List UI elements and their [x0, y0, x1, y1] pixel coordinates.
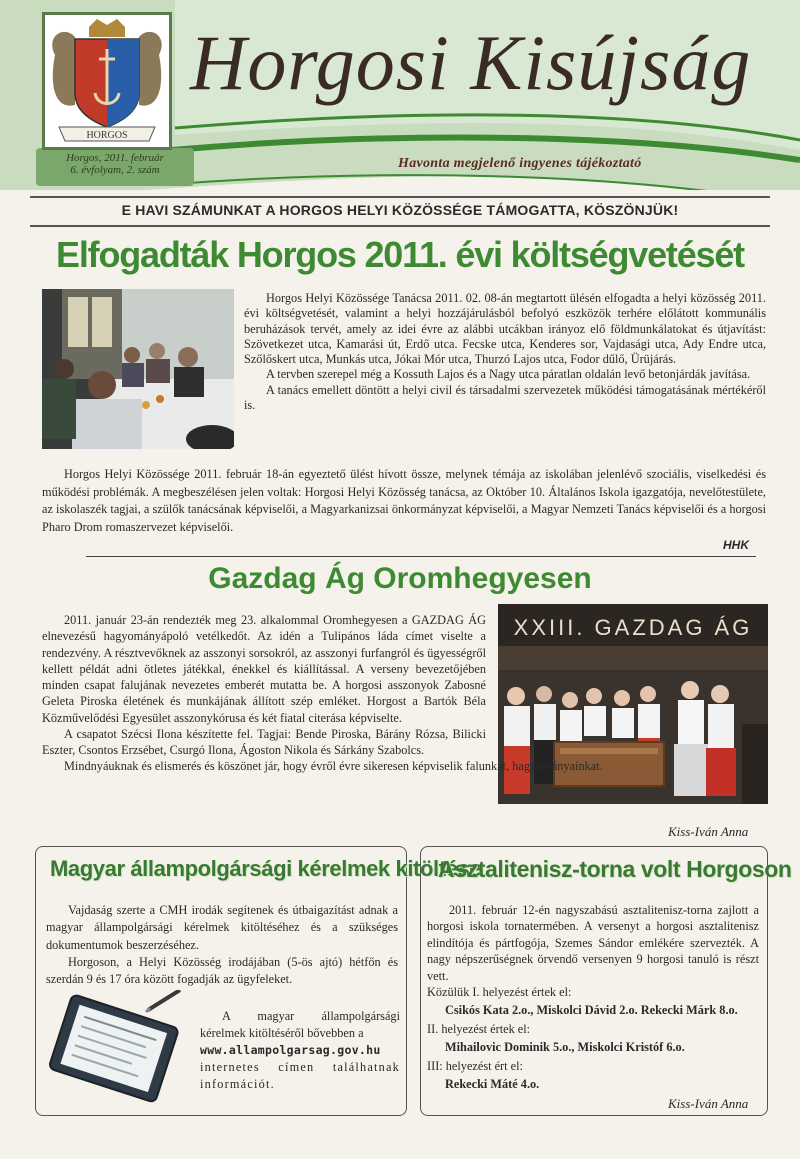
table-tennis-signature: Kiss-Iván Anna [668, 1096, 749, 1111]
citizenship-body [46, 902, 398, 988]
article1-p3: A tanács emellett döntött a helyi civil és társadalmi szervezetek működési támogatásának mértékéről is. [244, 382, 766, 413]
article1-p2: A tervben szerepel még a Kossuth Lajos és a Nagy utca páratlan oldalán levő betonjárdák javítása. [266, 367, 751, 382]
divider [30, 225, 770, 227]
article1-body-full [42, 466, 766, 536]
council-meeting-photo [42, 289, 234, 449]
article1-p1: Horgos Helyi Közössége Tanácsa 2011. 02. 08-án megtartott ülésén elfogadta a helyi közösség 2011. évi költségvetését, valamint a helyi hozzájárulásból befolyó eszközök terhére előlátott kommunális beruházások tervét, amely az idei évre az alábbi utcákban irányoz elő földmunkálatokat és útjavítást: Szövetkezet utca, Kamarási út, Erdő utca. Fecske utca, Kenderes sor, Vajdasági utca, Ady Endre utca, Szőlőskert utca, Munkás utca, Jókai Mór utca, Thurzó Lajos utca, Fodor dűlő, Ürüjárás. [244, 291, 766, 367]
issue-dateline [40, 152, 190, 176]
citizenship-headline: Magyar állampolgársági kérelmek kitöltése [50, 856, 482, 881]
article2-p2: A csapatot Szécsi Ilona készítette fel. Tagjai: Bende Piroska, Bárány Rózsa, Bilicki Eszter, Csontos Erzsébet, Csurgó Ilona, Ágoston Nikola és Sárkány Szabolcs. [42, 727, 486, 758]
article1-p4: Horgos Helyi Közössége 2011. február 18-án egyeztető ülést hívott össze, melynek témája az iskolában jelenlévő szociális, viselkedési és működési problémák. A megbeszélésen jelen voltak: Horgosi Helyi Közösség tanácsa, az Október 10. Általános Iskola igazgatója, nevelőtestülete, az iskolaszék tagjai, a szülők tanácsának képviselői, a Magyarkanizsai önkormányzat képviselői, a Magyar Nemzeti Tanács képviselői és a horgosi Pharo Drom romaszervezet képviselői. [42, 467, 766, 534]
citizenship-p2: Horgoson, a Helyi Közösség irodájában (5-ös ajtó) hétfőn és szerdán 9 és 17 óra között fogadják az ügyfeleket. [46, 954, 398, 987]
horgos-coat-of-arms [42, 12, 172, 150]
table-tennis-headline: Asztalitenisz-torna volt Horgoson [438, 856, 792, 882]
divider [30, 196, 770, 198]
table-tennis-second-label: II. helyezést értek el: [427, 1021, 531, 1036]
table-tennis-third-label: III: helyezést ért el: [427, 1058, 523, 1073]
citizenship-p1: Vajdaság szerte a CMH irodák segítenek és útbaigazítást adnak a magyar állampolgársági kérelmek kitöltéséhez és a szükséges dokumentumok beszerzéséhez. [46, 903, 398, 952]
divider [86, 556, 756, 557]
citizenship-p3a: A magyar állampolgársági kérelmek kitöltéséről bővebben a [200, 1009, 400, 1040]
table-tennis-body [427, 902, 759, 1094]
citizenship-p3b: internetes címen találhatnak információt. [200, 1060, 400, 1091]
table-tennis-p1: 2011. február 12-én nagyszabású asztalitenisz-torna zajlott a horgosi iskola tornatermében. A versenyt a horgosi asztalitenisz elindítója és pártfogója, Szemes Sándor emlékére szervezték. A nagy népszerűségnek örvendő versenyen 9 horgosi tanuló is részt vett. [427, 903, 759, 983]
tagline: Havonta megjelenő ingyenes tájékoztató [398, 156, 642, 171]
article1-signature: HHK [723, 538, 749, 552]
citizenship-info [200, 1008, 400, 1093]
tablet-pen-illustration [48, 990, 196, 1108]
stage-banner: XXIII. GAZDAG ÁG [513, 615, 753, 640]
support-line: E HAVI SZÁMUNKAT A HORGOS HELYI KÖZÖSSÉGE TÁMOGATTA, KÖSZÖNJÜK! [121, 202, 679, 218]
article2-body-full [42, 758, 766, 774]
table-tennis-third: Rekecki Máté 4.o. [445, 1077, 540, 1092]
gazdag-ag-stage-photo [498, 604, 768, 804]
article1-headline: Elfogadták Horgos 2011. évi költségvetését [56, 234, 744, 275]
table-tennis-second: Mihailovic Dominik 5.o., Miskolci Kristóf 6.o. [445, 1040, 685, 1055]
article2-p1: 2011. január 23-án rendezték meg 23. alkalommal Oromhegyesen a GAZDAG ÁG elnevezésű hagyományápoló vetélkedőt. Az idén a Tulipános láda címet viselte a rendezvény. A résztvevőknek az asszonyi sorsokról, az asszonyi furfangról és ügyességről kellett példát adni ötletes játékkal, énekkel és kiállítással. A verseny bevezetőjében minden csapat falujának nevezetes emberét mutatta be. A horgosi asszonyok Zabosné Geleta Piroska életének és munkájának állított szép emléket. Horgost a Bartók Béla Közművelődési Egyesület asszonykórusa és két fiatal citerása képviselte. [42, 613, 486, 725]
article2-headline: Gazdag Ág Oromhegyesen [208, 562, 592, 595]
citizenship-url[interactable]: www.allampolgarsag.gov.hu [200, 1043, 381, 1057]
issue-date: Horgos, 2011. február [66, 152, 164, 164]
table-tennis-first: Csikós Kata 2.o., Miskolci Dávid 2.o. Rekecki Márk 8.o. [445, 1003, 738, 1018]
article2-p3: Mindnyáuknak és elismerés és köszönet jár, hogy évről évre sikeresen képviselik falunkat, hagyományainkat. [64, 759, 603, 773]
newspaper-title: Horgosi Kisújság [190, 19, 752, 106]
article1-body-right [244, 291, 766, 413]
masthead [0, 0, 800, 190]
article2-body-left [42, 612, 486, 759]
article2-signature: Kiss-Iván Anna [668, 824, 749, 839]
crest-label: HORGOS [86, 130, 128, 141]
issue-volume: 6. évfolyam, 2. szám [70, 164, 160, 176]
table-tennis-intro: Közülük I. helyezést értek el: [427, 985, 572, 1000]
